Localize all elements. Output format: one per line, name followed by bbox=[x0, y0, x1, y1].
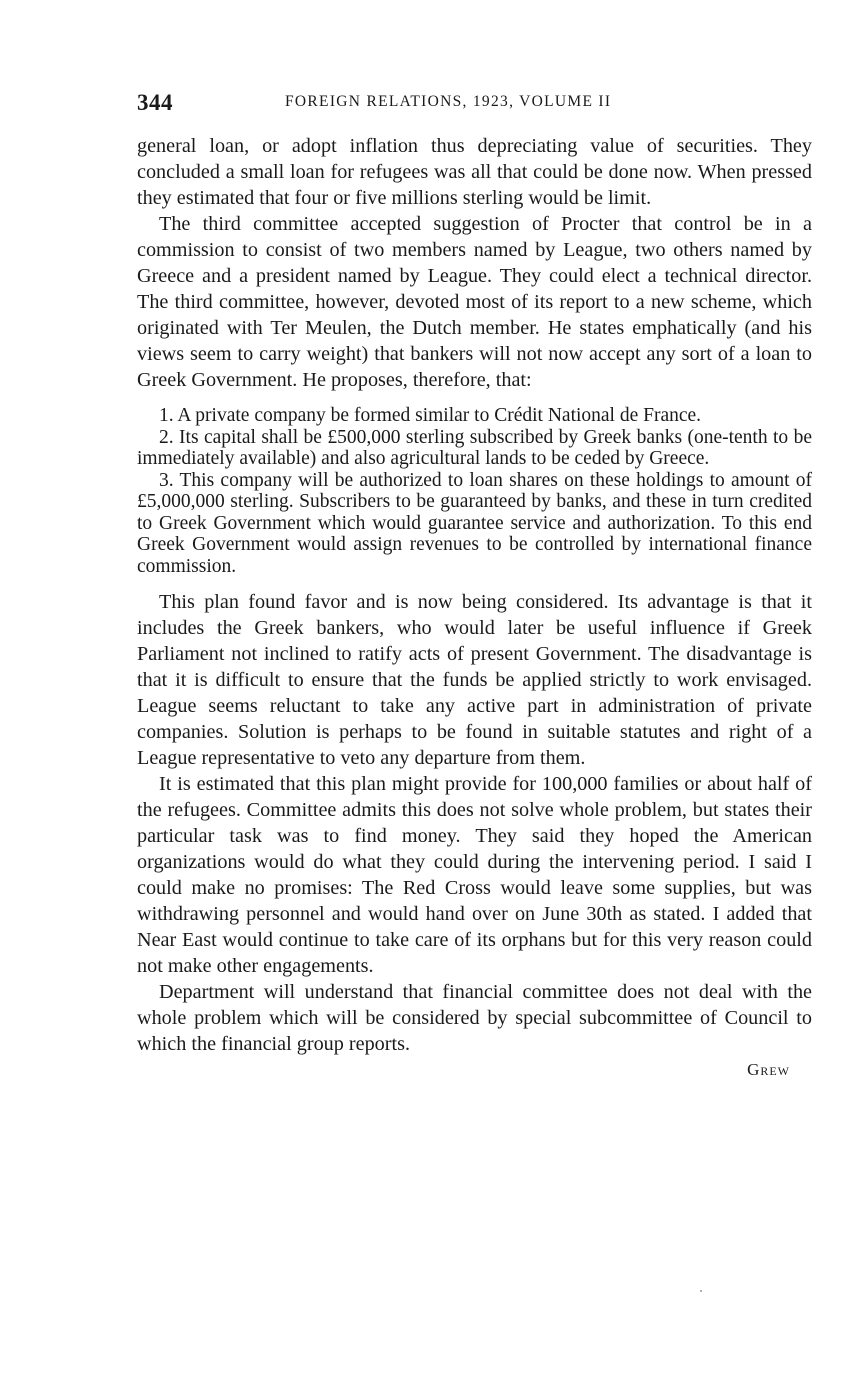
list-item: 1. A private company be formed similar to Crédit National de France. bbox=[159, 405, 702, 426]
list-item: 3. This company will be authorized to loan shares on these holdings to amount of £5,000,000 sterling. Subscribers to be guaranteed by banks, and these in turn credited to Greek Government which would guarantee service and authorization. To this end Greek Government would assign revenues to be controlled by international finance commission. bbox=[137, 469, 812, 577]
page-header bbox=[137, 90, 812, 116]
paragraph-department: Department will understand that financial committee does not deal with the whole problem which will be considered by special subcommittee of Council to which the financial group reports. bbox=[137, 981, 812, 1055]
paragraph-plan-favor: This plan found favor and is now being considered. Its advantage is that it includes the Greek bankers, who would later be useful influence if Greek Parliament not inclined to ratify acts of present Government. The disadvantage is that it is difficult to ensure that the funds be applied strictly to work envisaged. League seems reluctant to take any active part in administration of private companies. Solution is perhaps to be found in suitable statutes and right of a League representative to veto any departure from them. bbox=[137, 591, 812, 769]
scan-speck bbox=[700, 1290, 702, 1292]
paragraph-refugee-estimate: It is estimated that this plan might provide for 100,000 families or about half of the refugees. Committee admits this does not solve whole problem, but states their particular task was to find money. They said they hoped the American organizations would do what they could during the intervening period. I said I could make no promises: The Red Cross would leave some supplies, but was withdrawing personnel and would hand over on June 30th as stated. I added that Near East would continue to take care of its orphans but for this very reason could not make other engagements. bbox=[137, 773, 812, 977]
running-head: FOREIGN RELATIONS, 1923, VOLUME II bbox=[285, 93, 612, 110]
page-number: 344 bbox=[137, 90, 173, 115]
proposal-list bbox=[137, 405, 812, 577]
signature: Grew bbox=[747, 1060, 790, 1079]
paragraph-third-committee: The third committee accepted suggestion of Procter that control be in a commission to consist of two members named by League, two others named by Greece and a president named by League. They could elect a technical director. The third committee, however, devoted most of its report to a new scheme, which originated with Ter Meulen, the Dutch member. He states emphatically (and his views seem to carry weight) that bankers will not now accept any sort of a loan to Greek Government. He proposes, therefore, that: bbox=[137, 213, 812, 391]
list-item: 2. Its capital shall be £500,000 sterling subscribed by Greek banks (one-tenth to be immediately available) and also agricultural lands to be ceded by Greece. bbox=[137, 426, 812, 469]
paragraph-loan-limit: general loan, or adopt inflation thus depreciating value of securities. They concluded a small loan for refugees was all that could be done now. When pressed they estimated that four or five millions sterling would be limit. bbox=[137, 135, 812, 209]
document-body bbox=[137, 133, 812, 1080]
